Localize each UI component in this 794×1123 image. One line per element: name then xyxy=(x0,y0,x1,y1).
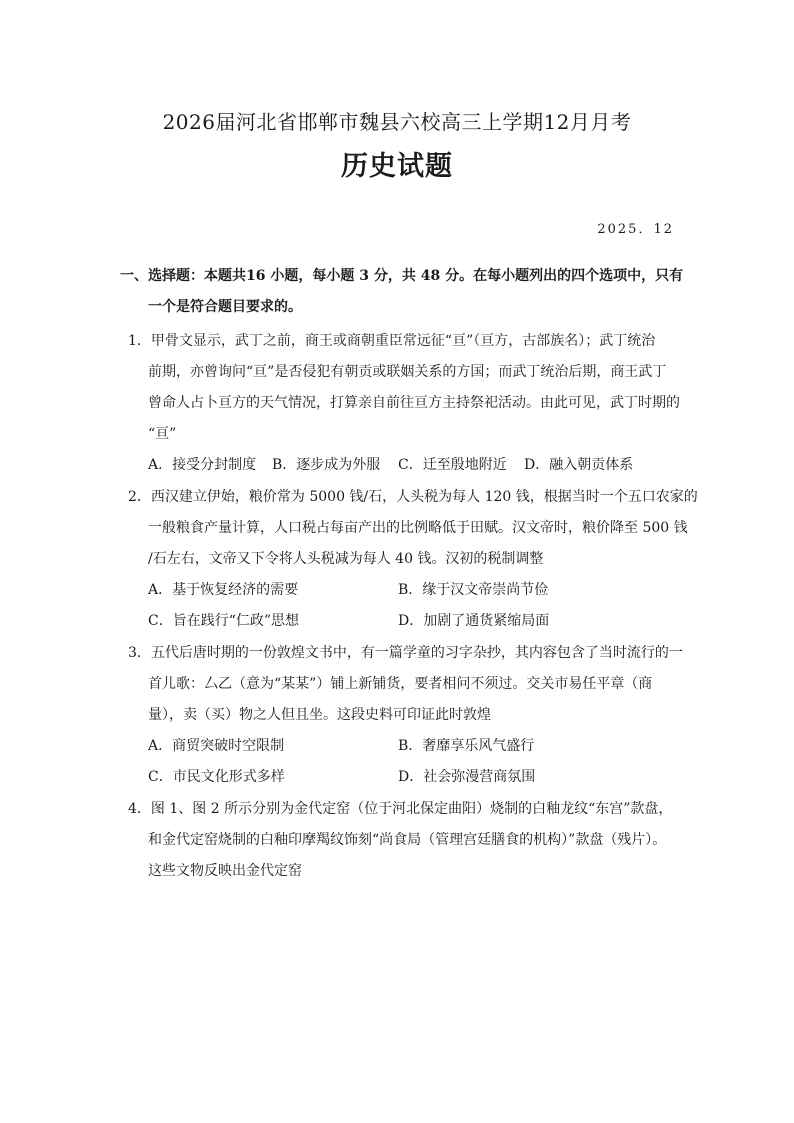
question-3-option-d: D．社会弥漫营商氛围 xyxy=(398,769,536,785)
question-2-line-2: 一般粮食产量计算，人口税占每亩产出的比例略低于田赋。汉文帝时，粮价降至 500 钱 xyxy=(148,520,688,536)
exam-title: 2026届河北省邯郸市魏县六校高三上学期12月月考 xyxy=(162,110,632,134)
question-2-line-1: 2．西汉建立伊始，粮价常为 5000 钱/石，人头税为每人 120 钱，根据当时一个五口农家的 xyxy=(128,489,698,505)
question-2-option-d: D．加剧了通货紧缩局面 xyxy=(398,613,550,629)
question-3-option-b: B．奢靡享乐风气盛行 xyxy=(398,738,535,754)
question-2-option-c: C．旨在践行“仁政”思想 xyxy=(148,613,300,629)
question-1-line-4: “亘” xyxy=(148,426,177,442)
question-2-line-3: /石左右，文帝又下令将人头税减为每人 40 钱。汉初的税制调整 xyxy=(148,551,544,567)
question-3-option-c: C．市民文化形式多样 xyxy=(148,769,285,785)
question-1-option-d: D．融入朝贡体系 xyxy=(524,457,634,473)
question-1-option-c: C．迁至殷地附近 xyxy=(398,457,507,473)
question-3-option-a: A．商贸突破时空限制 xyxy=(148,738,285,754)
question-1-line-2: 前期，亦曾询问“亘”是否侵犯有朝贡或联姻关系的方国；而武丁统治后期，商王武丁 xyxy=(148,364,667,380)
question-1-option-a: A．接受分封制度 xyxy=(148,457,257,473)
question-1-line-3: 曾命人占卜亘方的天气情况，打算亲自前往亘方主持祭祀活动。由此可见，武丁时期的 xyxy=(148,395,680,411)
question-2-option-a: A．基于恢复经济的需要 xyxy=(148,582,299,598)
exam-subject-title: 历史试题 xyxy=(341,151,453,182)
question-3-line-3: 量），卖（买）物之人但且坐。这段史料可印证此时敦煌 xyxy=(148,707,491,723)
question-1-option-b: B．逐步成为外服 xyxy=(272,457,381,473)
question-3-line-2: 首儿歌：厶乙（意为“某某”）铺上新铺货，要者相问不须过。交关市易任平章（商 xyxy=(148,676,653,692)
question-4-line-2: 和金代定窑烧制的白釉印摩羯纹饰刻“尚食局（管理宫廷膳食的机构）”款盘（残片）。 xyxy=(148,832,667,848)
question-2-option-b: B．缘于汉文帝崇尚节俭 xyxy=(398,582,549,598)
question-4-line-3: 这些文物反映出金代定窑 xyxy=(148,863,302,879)
section-instructions-line-1: 一、选择题：本题共16 小题，每小题 3 分，共 48 分。在每小题列出的四个选项中，只有 xyxy=(120,268,684,284)
question-1-line-1: 1．甲骨文显示，武丁之前，商王或商朝重臣常远征“亘”（亘方，古部族名）；武丁统治 xyxy=(128,333,656,349)
question-3-line-1: 3．五代后唐时期的一份敦煌文书中，有一篇学童的习字杂抄，其内容包含了当时流行的一 xyxy=(128,645,683,661)
question-4-line-1: 4．图 1、图 2 所示分别为金代定窑（位于河北保定曲阳）烧制的白釉龙纹“东宫”款盘， xyxy=(128,801,673,817)
section-instructions-line-2: 一个是符合题目要求的。 xyxy=(148,299,302,315)
exam-date: 2025．12 xyxy=(597,222,674,237)
